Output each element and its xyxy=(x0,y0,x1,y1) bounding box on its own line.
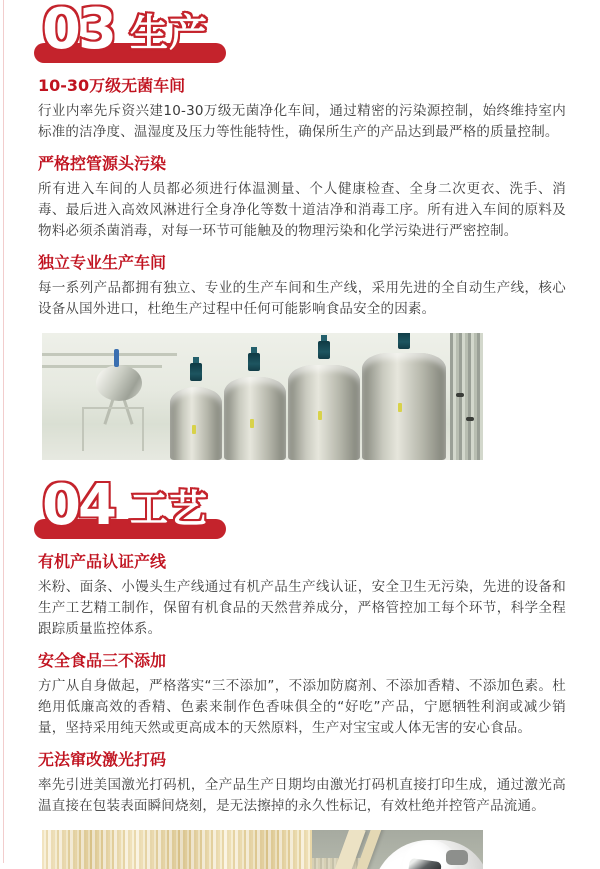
block-heading-no-additives: 安全食品三不添加 xyxy=(38,651,167,670)
block-body-independent-workshop: 每一系列产品都拥有独立、专业的生产车间和生产线，采用先进的全自动生产线，核心设备从国外进口，杜绝生产过程中任何可能影响食品安全的因素。 xyxy=(38,280,566,317)
block-body-organic-line: 米粉、面条、小馒头生产线通过有机产品生产线认证，安全卫生无污染，先进的设备和生产工艺精工制作，保留有机食品的天然营养成分，严格管控加工每个环节，科学全程跟踪质量监控体系。 xyxy=(38,579,566,637)
tank-label-tag xyxy=(192,425,196,434)
tank-motor xyxy=(248,353,260,371)
overhead-pipe xyxy=(42,365,162,368)
block-body-cleanroom: 行业内率先斥资兴建10-30万级无菌净化车间，通过精密的污染源控制，始终维持室内标准的洁净度、温湿度及压力等性能特性，确保所生产的产品达到最严格的质量控制。 xyxy=(38,103,566,140)
tank-motor xyxy=(318,341,330,359)
kettle-frame xyxy=(82,407,144,451)
badge-title: 生产 xyxy=(130,11,209,55)
block-heading-organic-line: 有机产品认证产线 xyxy=(38,552,167,571)
overhead-pipe xyxy=(42,353,177,356)
left-border-line xyxy=(3,0,4,863)
storage-tank xyxy=(170,387,222,460)
block-heading-independent-workshop: 独立专业生产车间 xyxy=(38,253,167,272)
section-craft xyxy=(0,473,600,869)
storage-tank xyxy=(362,353,446,460)
block-heading-cleanroom: 10-30万级无菌车间 xyxy=(38,76,186,95)
steam-kettle xyxy=(96,365,142,401)
block-body-no-additives: 方广从自身做起，严格落实“三不添加”，不添加防腐剂、不添加香精、不添加色素。杜绝用低廉高效的香精、色素来制作色香味俱全的“好吃”产品，宁愿牺牲利润或减少销量，坚持采用纯天然或更高成本的天然原料，生产对宝宝或人体无害的安心食品。 xyxy=(38,678,566,736)
section-badge-production xyxy=(34,0,244,62)
tank-label-tag xyxy=(398,403,402,412)
storage-tank xyxy=(224,377,286,460)
tank-motor xyxy=(190,363,202,381)
tank-label-tag xyxy=(318,411,322,420)
section-badge-craft xyxy=(34,473,244,538)
pipe-valve xyxy=(466,417,474,421)
block-heading-laser-coding: 无法窜改激光打码 xyxy=(38,750,167,769)
badge-number: 03 xyxy=(42,0,114,62)
pipe-rack xyxy=(450,333,483,460)
kettle-valve-handle xyxy=(114,349,119,367)
badge-number: 04 xyxy=(42,473,114,538)
pipe-valve xyxy=(456,393,464,397)
storage-tank xyxy=(288,365,360,460)
block-body-laser-coding: 率先引进美国激光打码机，全产品生产日期均由激光打码机直接打印生成，通过激光高温直接在包装表面瞬间烧刻，是无法擦掉的永久性标记，有效杜绝并控管产品流通。 xyxy=(38,777,566,814)
badge-title: 工艺 xyxy=(130,487,209,531)
block-heading-source-control: 严格控管源头污染 xyxy=(38,154,167,173)
factory-cleanroom-photo xyxy=(42,333,483,460)
hanging-noodle-strands xyxy=(42,830,312,869)
tank-motor xyxy=(398,333,410,349)
tank-label-tag xyxy=(250,419,254,428)
noodle-production-photo xyxy=(42,830,483,869)
block-body-source-control: 所有进入车间的人员都必须进行体温测量、个人健康检查、全身二次更衣、洗手、消毒、最后进入高效风淋进行全身净化等数十道洁净和消毒工序。所有进入车间的原料及物料必须杀菌消毒，对每一环节可能触及的物理污染和化学污染进行严密控制。 xyxy=(38,181,566,239)
